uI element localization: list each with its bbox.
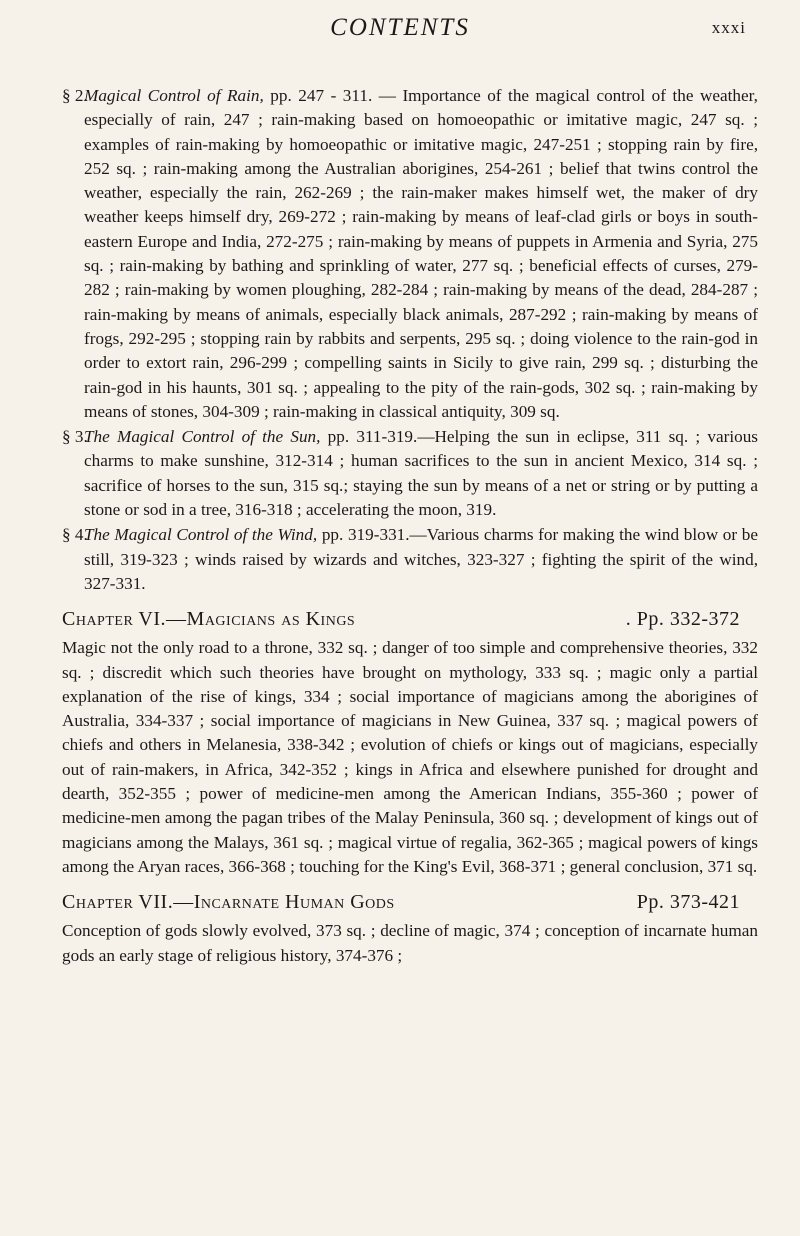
- section-title: The Magical Control of the Sun,: [84, 427, 321, 447]
- section-entry-3: [62, 425, 758, 522]
- chapter-title: Chapter VI.—Magicians as Kings: [62, 608, 356, 631]
- section-mark: § 4.: [62, 525, 88, 545]
- page-number: xxxi: [711, 18, 746, 37]
- section-entry-2: [62, 84, 758, 424]
- chapter-pages: . Pp. 332-372: [625, 608, 740, 631]
- chapter-pages: Pp. 373-421: [636, 891, 740, 914]
- section-mark: § 3.: [62, 427, 88, 447]
- header-title: CONTENTS: [330, 14, 470, 41]
- section-text: pp. 319-331.—Various charms for making the wind blow or be still, 319-323 ; winds raised by wizards and witches, 323-327 ; fighting the spirit of the wind, 327-331.: [84, 525, 758, 593]
- section-mark: § 2.: [62, 86, 88, 105]
- chapter-title: Chapter VII.—Incarnate Human Gods: [62, 891, 395, 914]
- contents-body: [62, 84, 758, 968]
- section-entry-4: [62, 523, 758, 596]
- section-text: pp. 311-319.—Helping the sun in eclipse, 311 sq. ; various charms to make sunshine, 312-314 ; human sacrifices to the sun in ancient Mexico, 314 sq. ; sacrifice of horses to the sun, 315 sq.; staying the sun by means of a net or string or by putting a stone or sod in a tree, 316-318 ; accelerating the moon, 319.: [84, 427, 758, 520]
- section-title: The Magical Control of the Wind,: [84, 525, 318, 545]
- running-header: [0, 8, 800, 56]
- chapter-heading-7: [62, 889, 758, 915]
- chapter-summary-7: Conception of gods slowly evolved, 373 sq. ; decline of magic, 374 ; conception of incarnate human gods an early stage of religious history, 374-376 ;: [62, 921, 758, 965]
- chapter-summary-6: Magic not the only road to a throne, 332 sq. ; danger of too simple and comprehensive theories, 332 sq. ; discredit which such theories have brought on mythology, 333 sq. ; magic only a partial explanation of the rise of kings, 334 ; social importance of magicians among the aborigines of Australia, 334-337 ; social importance of magicians in New Guinea, 337 sq. ; magical powers of chiefs and others in Melanesia, 338-342 ; evolution of chiefs or kings out of magicians, especially out of rain-makers, in Africa, 342-352 ; kings in Africa and elsewhere punished for drought and dearth, 352-355 ; power of medicine-men among the American Indians, 355-360 ; power of medicine-men among the pagan tribes of the Malay Peninsula, 360 sq. ; development of kings out of magicians among the Malays, 361 sq. ; magical virtue of regalia, 362-365 ; magical powers of kings among the Aryan races, 366-368 ; touching for the King's Evil, 368-371 ; general conclusion, 371 sq.: [62, 638, 758, 876]
- section-text: pp. 247 - 311. — Importance of the magical control of the weather, especially of rain, 247 ; rain-making based on homoeopathic or imitative magic, 247 sq. ; examples of rain-making by homoeopathic or imitative magic, 247-251 ; stopping rain by fire, 252 sq. ; rain-making among the Australian aborigines, 254-261 ; belief that twins control the weather, especially the rain, 262-269 ; the rain-maker makes himself wet, the maker of dry weather keeps himself dry, 269-272 ; rain-making by means of leaf-clad girls or boys in south-eastern Europe and India, 272-275 ; rain-making by means of puppets in Armenia and Syria, 275 sq. ; rain-making by bathing and sprinkling of water, 277 sq. ; beneficial effects of curses, 279-282 ; rain-making by women ploughing, 282-284 ; rain-making by means of the dead, 284-287 ; rain-making by means of animals, especially black animals, 287-292 ; rain-making by means of frogs, 292-295 ; stopping rain by rabbits and serpents, 295 sq. ; doing violence to the rain-god in order to extort rain, 296-299 ; compelling saints in Sicily to give rain, 299 sq. ; disturbing the rain-god in his haunts, 301 sq. ; appealing to the pity of the rain-gods, 302 sq. ; rain-making by means of stones, 304-309 ; rain-making in classical antiquity, 309 sq.: [84, 86, 758, 421]
- section-title: Magical Control of Rain,: [84, 86, 264, 105]
- chapter-heading-6: [62, 606, 758, 632]
